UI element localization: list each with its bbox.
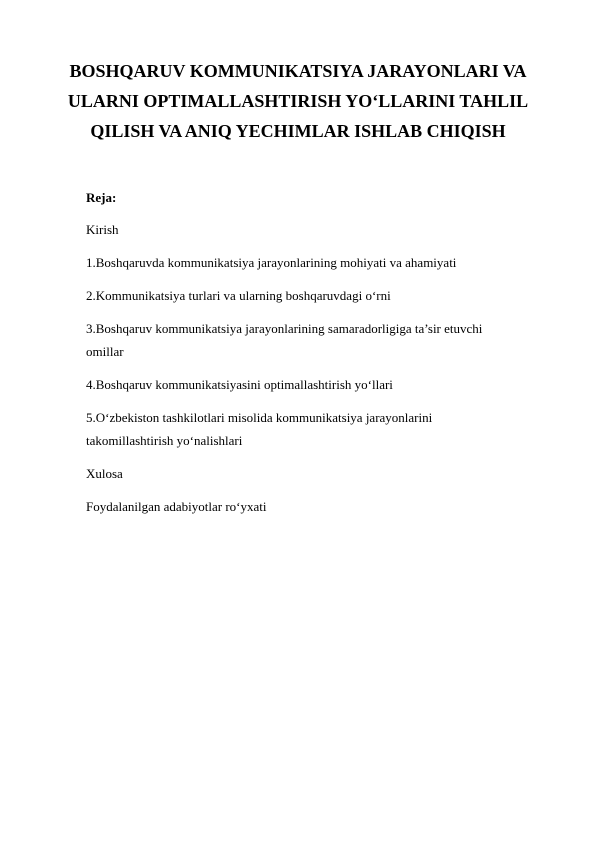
plan-item-intro: Kirish	[86, 222, 119, 237]
title-line-2: ULARNI OPTIMALLASHTIRISH YO‘LLARINI TAHLIL	[67, 91, 529, 111]
plan-item-2: 2.Kommunikatsiya turlari va ularning boshqaruvdagi o‘rni	[86, 288, 391, 303]
plan-item-1: 1.Boshqaruvda kommunikatsiya jarayonlarining mohiyati va ahamiyati	[86, 255, 457, 270]
plan-item-3-continued: omillar	[86, 344, 124, 359]
document-title	[60, 56, 536, 146]
plan-item-3: 3.Boshqaruv kommunikatsiya jarayonlarining samaradorligiga ta’sir etuvchi	[86, 321, 483, 336]
plan-item-5: 5.O‘zbekiston tashkilotlari misolida kommunikatsiya jarayonlarini	[86, 410, 433, 425]
plan-item-conclusion: Xulosa	[86, 466, 123, 481]
plan-item-5-continued: takomillashtirish yo‘nalishlari	[86, 433, 243, 448]
plan-item-references: Foydalanilgan adabiyotlar ro‘yxati	[86, 499, 267, 514]
plan-item-4: 4.Boshqaruv kommunikatsiyasini optimallashtirish yo‘llari	[86, 377, 393, 392]
title-line-3: QILISH VA ANIQ YECHIMLAR ISHLAB CHIQISH	[90, 121, 506, 141]
plan-heading: Reja:	[86, 190, 117, 205]
title-line-1: BOSHQARUV KOMMUNIKATSIYA JARAYONLARI VA	[69, 61, 527, 81]
